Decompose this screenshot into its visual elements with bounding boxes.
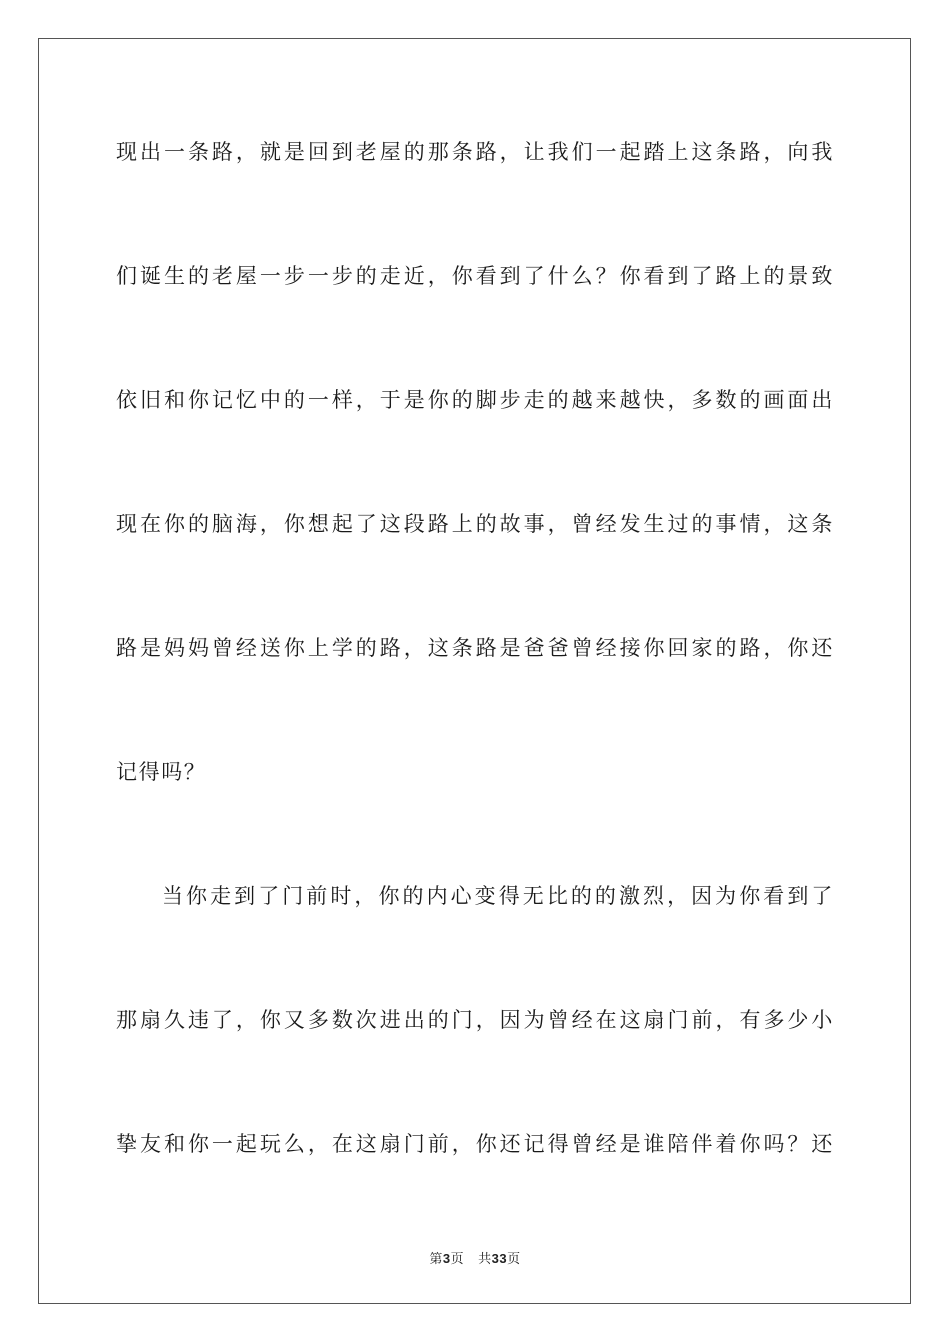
total-unit: 页: [507, 1252, 521, 1267]
current-page-number: 3: [442, 1251, 451, 1266]
text-line: 记得吗？: [116, 760, 207, 784]
paragraph-first-line: 当你走到了门前时，你的内心变得无比的的激烈，因为你看到了: [162, 884, 834, 908]
page-footer: [0, 1248, 950, 1267]
document-body: [116, 128, 834, 1244]
text-line: 现在你的脑海，你想起了这段路上的故事，曾经发生过的事情，这条: [116, 512, 834, 536]
text-line: 现出一条路，就是回到老屋的那条路，让我们一起踏上这条路，向我: [116, 140, 834, 164]
text-line: 依旧和你记忆中的一样，于是你的脚步走的越来越快，多数的画面出: [116, 388, 834, 412]
text-line: 路是妈妈曾经送你上学的路，这条路是爸爸曾经接你回家的路，你还: [116, 636, 834, 660]
page-prefix: 第: [429, 1252, 443, 1267]
page-unit: 页: [450, 1252, 465, 1267]
total-prefix: 共: [478, 1252, 492, 1267]
total-page-count: 33: [491, 1251, 508, 1266]
text-line: 那扇久违了，你又多数次进出的门，因为曾经在这扇门前，有多少小: [116, 1008, 834, 1032]
text-line: 挚友和你一起玩么，在这扇门前，你还记得曾经是谁陪伴着你吗？还: [116, 1132, 834, 1156]
text-line: 们诞生的老屋一步一步的走近，你看到了什么？你看到了路上的景致: [116, 264, 834, 288]
